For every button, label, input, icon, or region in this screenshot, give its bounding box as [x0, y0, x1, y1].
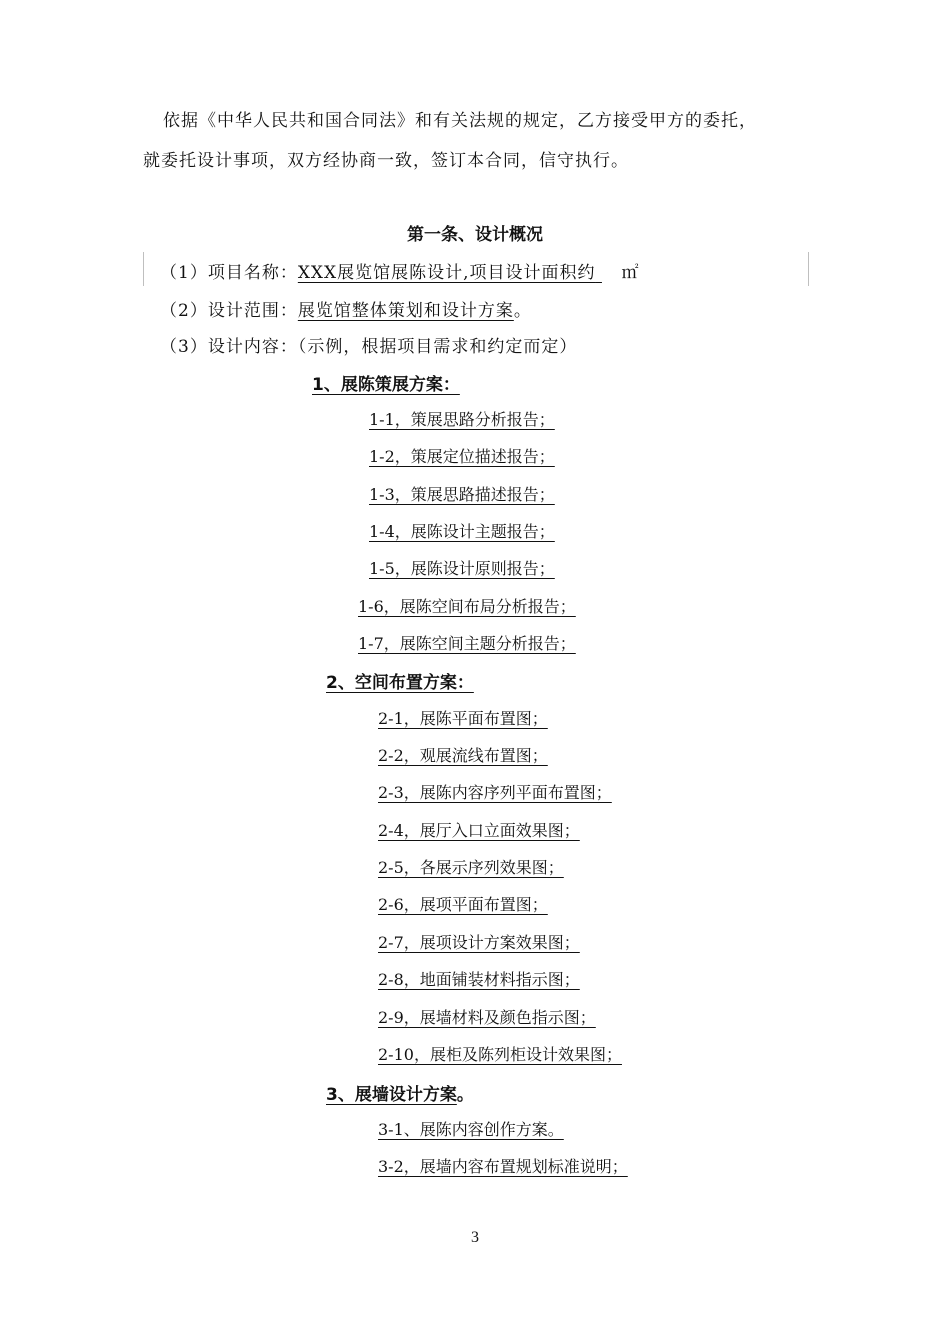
page-number: 3	[471, 1229, 479, 1246]
section-title-3-suffix: 。	[456, 1085, 474, 1105]
intro-line-1: 依据《中华人民共和国合同法》和有关法规的规定，乙方接受甲方的委托，	[163, 111, 757, 131]
clause-prefix: （1）项目名称：	[160, 263, 298, 283]
section-title-2: 2、空间布置方案：	[326, 673, 474, 693]
clause-prefix: （3）设计内容：	[160, 337, 298, 357]
clause-project-name	[160, 258, 640, 283]
list-item: 1-7，展陈空间主题分析报告；	[358, 634, 576, 653]
clause-suffix: 。	[513, 301, 532, 321]
margin-line-left	[143, 252, 144, 286]
clause-design-content	[160, 332, 577, 357]
list-item: 2-5，各展示序列效果图；	[378, 858, 564, 877]
list-item: 1-6，展陈空间布局分析报告；	[358, 597, 576, 616]
section-title-1: 1、展陈策展方案：	[312, 375, 460, 395]
area-unit: ㎡	[621, 263, 640, 283]
list-item: 2-8，地面铺装材料指示图；	[378, 970, 580, 989]
list-item: 2-3，展陈内容序列平面布置图；	[378, 783, 612, 802]
list-item: 2-7，展项设计方案效果图；	[378, 933, 580, 952]
design-content-note: （示例，根据项目需求和约定而定）	[297, 337, 578, 357]
list-item: 2-2，观展流线布置图；	[378, 746, 548, 765]
intro-line-2: 就委托设计事项，双方经协商一致，签订本合同，信守执行。	[143, 151, 629, 171]
list-item: 2-1，展陈平面布置图；	[378, 709, 548, 728]
clause-design-scope	[160, 296, 532, 321]
list-item: 2-6，展项平面布置图；	[378, 895, 548, 914]
list-item: 1-3，策展思路描述报告；	[369, 485, 555, 504]
section-title-3-text: 3、展墙设计方案	[326, 1085, 457, 1105]
design-scope-value: 展览馆整体策划和设计方案	[297, 301, 514, 321]
list-item: 2-4，展厅入口立面效果图；	[378, 821, 580, 840]
project-name-value: XXX展览馆展陈设计,项目设计面积约	[297, 263, 596, 283]
clause-prefix: （2）设计范围：	[160, 301, 298, 321]
list-item: 2-10，展柜及陈列柜设计效果图；	[378, 1045, 622, 1064]
list-item: 2-9，展墙材料及颜色指示图；	[378, 1008, 596, 1027]
list-item: 1-5，展陈设计原则报告；	[369, 559, 555, 578]
list-item: 1-1，策展思路分析报告；	[369, 410, 555, 429]
list-item: 3-2，展墙内容布置规划标准说明；	[378, 1157, 628, 1176]
list-item: 1-4，展陈设计主题报告；	[369, 522, 555, 541]
margin-line-right	[808, 252, 809, 286]
section-title-3	[326, 1080, 474, 1105]
area-blank	[596, 263, 622, 283]
list-item: 3-1、展陈内容创作方案。	[378, 1120, 564, 1139]
list-item: 1-2，策展定位描述报告；	[369, 447, 555, 466]
article-title: 第一条、设计概况	[407, 225, 543, 245]
